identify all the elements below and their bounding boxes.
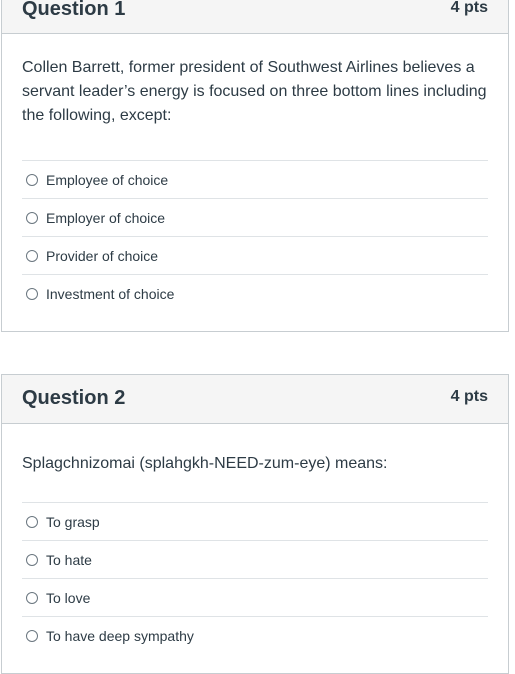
answer-option[interactable] — [22, 540, 488, 578]
answer-option[interactable] — [22, 578, 488, 616]
answer-option[interactable] — [22, 236, 488, 274]
radio-button[interactable] — [26, 516, 38, 528]
answer-label: Provider of choice — [46, 247, 159, 264]
answer-option[interactable] — [22, 616, 488, 654]
radio-button[interactable] — [26, 288, 38, 300]
question-points: 4 pts — [450, 388, 488, 405]
question-1-card — [1, 0, 509, 332]
answer-label: To have deep sympathy — [46, 627, 194, 644]
answer-label: To love — [46, 589, 91, 606]
radio-button[interactable] — [26, 554, 38, 566]
question-title: Question 1 — [22, 0, 126, 20]
question-title: Question 2 — [22, 387, 126, 409]
question-points: 4 pts — [450, 0, 488, 16]
answer-label: To grasp — [46, 513, 100, 530]
question-header — [2, 0, 508, 34]
question-header — [2, 375, 508, 424]
radio-button[interactable] — [26, 592, 38, 604]
radio-button[interactable] — [26, 630, 38, 642]
answer-option[interactable] — [22, 274, 488, 312]
question-text: Splagchnizomai (splahgkh-NEED-zum-eye) means: — [22, 455, 388, 472]
radio-button[interactable] — [26, 174, 38, 186]
answer-list — [22, 502, 488, 654]
question-2-card — [1, 374, 509, 674]
answer-option[interactable] — [22, 160, 488, 198]
answer-label: Employee of choice — [46, 171, 169, 188]
answer-option[interactable] — [22, 502, 488, 540]
answer-label: Employer of choice — [46, 209, 166, 226]
answer-list — [22, 160, 488, 312]
radio-button[interactable] — [26, 250, 38, 262]
radio-button[interactable] — [26, 212, 38, 224]
answer-label: Investment of choice — [46, 285, 175, 302]
question-text: Collen Barrett, former president of Southwest Airlines believes a servant leader’s energy is focused on three bottom lines including the following, except: — [22, 59, 487, 124]
answer-option[interactable] — [22, 198, 488, 236]
answer-label: To hate — [46, 551, 92, 568]
